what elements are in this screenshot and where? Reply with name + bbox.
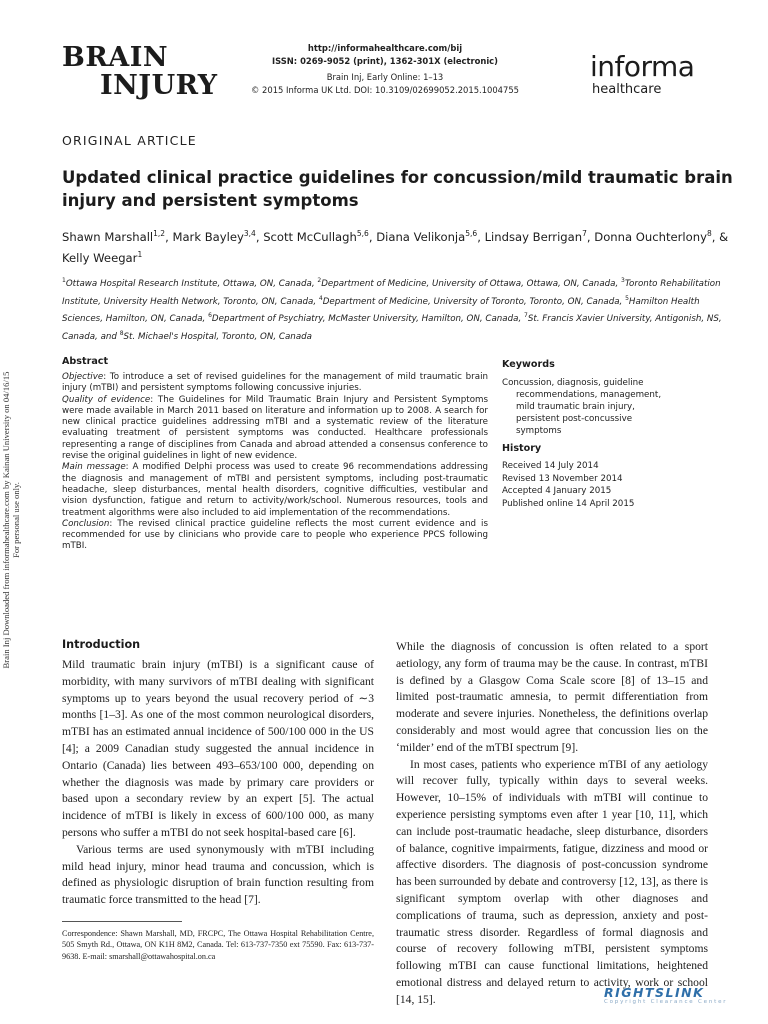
author-separator: , [165, 229, 173, 244]
affiliation-text: Department of Medicine, University of Ottawa, Ottawa, ON, Canada, [321, 278, 621, 289]
abstract-text: : The Guidelines for Mild Traumatic Brain Injury and Persistent Symptoms were made available in March 2011 based on literature and information up to 2008. A search for new clinical practice guidelines addressing mTBI and a systematic review of the literature evaluating treatment of persistent symptoms was conducted. Healthcare professionals representing a range of disciplines from Canada and abroad attended a consensus conference to revise the original guidelines in light of new evidence. [62, 394, 488, 462]
journal-issn: ISSN: 0269-9052 (print), 1362-301X (electronic) [272, 55, 498, 66]
author-list [62, 225, 732, 267]
affiliation-list [62, 274, 742, 345]
abstract-text: : To introduce a set of revised guidelines for the management of mild traumatic brain injury (mTBI) and persistent symptoms following concussive injuries. [62, 372, 488, 394]
affiliation-text: Department of Medicine, University of Toronto, Toronto, ON, Canada, [322, 296, 626, 307]
affiliation-mark: 1 [62, 277, 66, 284]
author-affiliation-mark: 1,2 [153, 229, 166, 238]
article-title: Updated clinical practice guidelines for concussion/mild traumatic brain injury and persistent symptoms [62, 168, 733, 210]
body-paragraph: Various terms are used synonymously with mTBI including mild head injury, minor head trauma and concussion, which is defined as physiologic disruption of brain function resulting from traumatic force transmitted to the head [7]. [62, 842, 374, 907]
abstract-label: Main message [62, 462, 126, 473]
journal-logo [62, 44, 232, 100]
introduction-heading: Introduction [62, 638, 141, 651]
rightslink-main: RIGHTSLINK [604, 985, 705, 1000]
abstract-paragraph [62, 519, 488, 553]
affiliation-text: Department of Psychiatry, McMaster University, Hamilton, ON, Canada, [211, 314, 524, 325]
body-column-right [396, 639, 708, 1009]
journal-logo-line1: BRAIN [62, 42, 169, 73]
affiliation-mark: 5 [625, 294, 629, 302]
author-affiliation-mark: 5,6 [356, 229, 369, 238]
body-paragraph: Mild traumatic brain injury (mTBI) is a significant cause of morbidity, with many survivors of mTBI dealing with significant symptoms up to years beyond the usual recovery period of ∼3 months [1–3]. As one of the most common neurological disorders, mTBI has an estimated annual incidence of 500/100 000 in the US [4]; a 2009 Canadian study suggested the annual incidence in Ontario (Canada) lies between 493–653/100 000, depending on whether the diagnosis was made by primary care providers or based upon a secondary review by an expert [5]. The actual incidence of mTBI is likely in excess of 600/100 000, as many persons who suffer a mTBI do not seek hospital-based care [6]. [62, 658, 374, 839]
affiliation-mark: 2 [317, 277, 322, 284]
author-separator: , [368, 229, 377, 244]
journal-logo-line2: INJURY [100, 70, 218, 101]
author-name: Kelly Weegar [62, 250, 138, 265]
author-separator: , & [711, 229, 729, 244]
affiliation-mark: 6 [208, 312, 212, 320]
journal-url[interactable]: http://informahealthcare.com/bij [307, 43, 463, 53]
affiliation-mark: 8 [119, 330, 124, 338]
author-affiliation-mark: 5,6 [465, 229, 478, 238]
abstract-heading: Abstract [62, 356, 109, 367]
abstract-text: : The revised clinical practice guideline reflects the most current evidence and is recommended for use by clinicians who provide care to people who experience PPCS following mTBI. [62, 518, 488, 552]
author-affiliation-mark: 7 [582, 229, 587, 238]
correspondence-footnote: Correspondence: Shawn Marshall, MD, FRCPC, The Ottawa Hospital Rehabilitation Centre, 505 Smyth Rd., Ottawa, ON K1H 8M2, Canada. Tel: 613-737-7350 ext 75590. Fax: 613-737-9638. E-mail: smarshall@ottawahospital.on.ca [62, 929, 374, 961]
author-separator: , [586, 229, 595, 244]
publisher-logo [590, 52, 730, 97]
author-name: Donna Ouchterlony [594, 229, 707, 244]
history-revised: Revised 13 November 2014 [502, 473, 623, 484]
history-heading: History [502, 443, 542, 454]
body-column-left [62, 657, 374, 909]
abstract-paragraph [62, 462, 488, 518]
history-published: Published online 14 April 2015 [502, 498, 635, 509]
author-separator: , [255, 229, 264, 244]
journal-copyright: © 2015 Informa UK Ltd. DOI: 10.3109/02699052.2015.1004755 [251, 84, 519, 95]
affiliation-text: St. Francis Xavier University, Antigonish, NS, Canada, and [62, 314, 722, 342]
rightslink-logo[interactable] [604, 985, 754, 1011]
affiliation-mark: 7 [523, 312, 528, 320]
author-name: Shawn Marshall [62, 229, 154, 244]
affiliation-text: Ottawa Hospital Research Institute, Ottawa, ON, Canada, [65, 278, 318, 289]
author-affiliation-mark: 8 [706, 229, 712, 238]
masthead-info [250, 42, 520, 96]
history-list [502, 460, 634, 510]
author-separator: , [477, 229, 485, 244]
abstract-text: : A modified Delphi process was used to create 96 recommendations addressing the diagnosis and management of mTBI and persistent symptoms, including post-traumatic headache, sleep disturbances, mental health disorders, cognitive difficulties, vestibular and vision dysfunction, fatigue and return to activity/work/school. Numerous resources, tools and treatment algorithms were also included to aid implementation of the recommendations. [62, 462, 488, 518]
abstract-paragraph [62, 395, 488, 463]
keywords-heading: Keywords [502, 359, 555, 370]
publisher-sub: healthcare [592, 82, 662, 97]
affiliation-mark: 3 [621, 277, 625, 284]
affiliation-text: Hamilton Health Sciences, Hamilton, ON, Canada, [62, 296, 700, 325]
publisher-name: informa [590, 50, 695, 83]
article-type: ORIGINAL ARTICLE [62, 133, 197, 148]
download-side-note [0, 330, 22, 710]
keyword-item: Concussion, diagnosis, guideline recommendations, management, mild traumatic brain injury, persistent post-concussive symptoms [502, 378, 662, 437]
affiliation-text: Toronto Rehabilitation Institute, University Health Network, Toronto, ON, Canada, [62, 278, 721, 307]
affiliation-text: St. Michael's Hospital, Toronto, ON, Canada [123, 331, 312, 342]
body-paragraph: While the diagnosis of concussion is often related to a sport aetiology, any form of trauma may be the cause. In contrast, mTBI is defined by a Glasgow Coma Scale score [8] of 13–15 and limited post-traumatic amnesia, to permit differentiation from moderate and severe injuries. Nonetheless, the definitions overlap considerably and most would agree that concussion lies on the ‘milder’ end of the mTBI spectrum [9]. [396, 640, 708, 754]
abstract-body [62, 372, 488, 553]
abstract-label: Objective [62, 372, 104, 382]
abstract-label: Conclusion [62, 518, 110, 529]
author-name: Mark Bayley [172, 229, 244, 244]
author-name: Scott McCullagh [263, 229, 357, 244]
body-paragraph: In most cases, patients who experience mTBI of any aetiology will recover fully, typically within days to several weeks. However, 10–15% of individuals with mTBI will continue to experience persisting symptoms even after 1 year [10, 11], which can include post-traumatic headache, sleep disturbance, disorders of balance, cognitive impairments, fatigue, dizziness and mood or affective disorders. The diagnosis of post-concussion syndrome has been surrounded by debate and controversy [12, 13], as there is significant symptom overlap with other diagnoses and complications of trauma, such as depression, anxiety and post-traumatic stress disorder. Regardless of formal diagnosis and course of recovery following mTBI, persistent symptoms following mTBI can cause functional limitations, heightened emotional distress and delayed return to activity, work or school [14, 15]. [396, 757, 708, 1006]
side-note-line2: For personal use only. [11, 482, 21, 558]
journal-citation: Brain Inj, Early Online: 1–13 [326, 72, 444, 83]
history-received: Received 14 July 2014 [502, 461, 599, 471]
history-accepted: Accepted 4 January 2015 [502, 486, 612, 497]
author-affiliation-mark: 3,4 [243, 229, 256, 238]
keywords-list [502, 377, 672, 437]
abstract-label: Quality of evidence [62, 394, 151, 405]
rightslink-sub: Copyright Clearance Center [604, 999, 728, 1005]
abstract-paragraph [62, 372, 488, 395]
affiliation-mark: 4 [318, 294, 323, 302]
footnote-rule [62, 921, 182, 922]
side-note-line1: Brain Inj Downloaded from informahealthcare.com by Kainan University on 04/16/15 [1, 371, 11, 669]
author-name: Diana Velikonja [376, 229, 466, 244]
author-affiliation-mark: 1 [137, 249, 143, 259]
author-name: Lindsay Berrigan [484, 229, 583, 244]
